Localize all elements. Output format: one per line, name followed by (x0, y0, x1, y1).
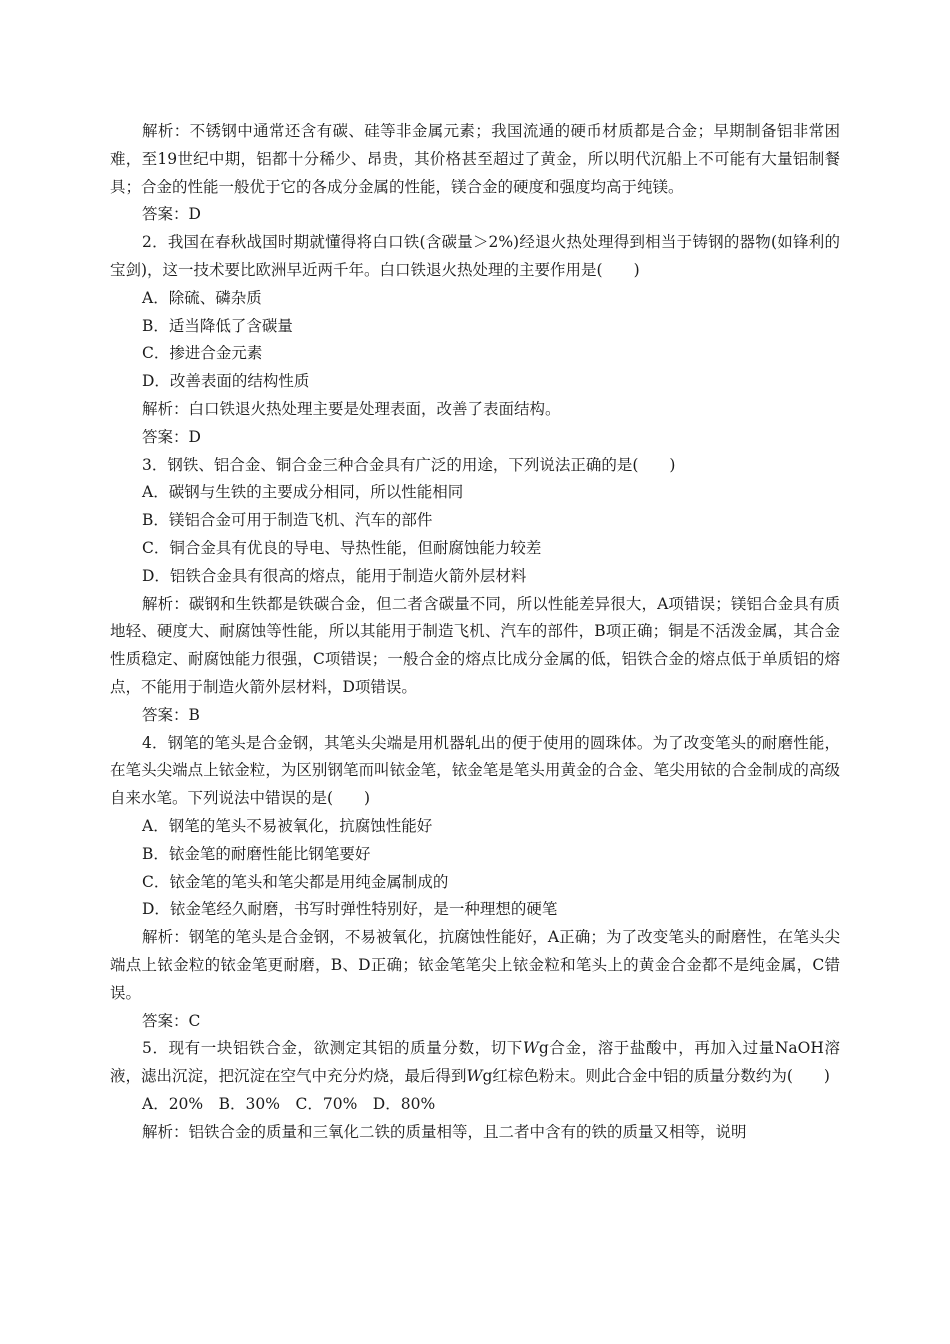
q3-option-c: C．铜合金具有优良的导电、导热性能，但耐腐蚀能力较差 (142, 538, 542, 557)
q1-analysis: 解析：不锈钢中通常还含有碳、硅等非金属元素；我国流通的硬币材质都是合金；早期制备铝非常困难，至19世纪中期，铝都十分稀少、昂贵，其价格甚至超过了黄金，所以明代沉船上不可能有大量铝制餐具；合金的性能一般优于它的各成分金属的性能，镁合金的硬度和强度均高于纯镁。 (110, 122, 840, 196)
q4-stem: 4．钢笔的笔头是合金钢，其笔头尖端是用机器轧出的便于使用的圆珠体。为了改变笔头的耐磨性能，在笔头尖端点上铱金粒，为区别钢笔而叫铱金笔，铱金笔是笔头用黄金的合金、笔尖用铱的合金制成的高级自来水笔。下列说法中错误的是( ) (110, 733, 840, 808)
q2-stem: 2．我国在春秋战国时期就懂得将白口铁(含碳量＞2%)经退火热处理得到相当于铸钢的器物(如锋利的宝剑)，这一技术要比欧洲早近两千年。白口铁退火热处理的主要作用是( ) (110, 233, 840, 279)
q4-option-d: D．铱金笔经久耐磨，书写时弹性特别好，是一种理想的硬笔 (142, 900, 558, 919)
q2-analysis: 解析：白口铁退火热处理主要是处理表面，改善了表面结构。 (142, 399, 561, 418)
q5-variable-w: W (522, 1039, 539, 1058)
q5-options: A．20% B．30% C．70% D．80% (142, 1094, 436, 1113)
q4-answer: 答案：C (142, 1011, 201, 1030)
q5-analysis: 解析：铝铁合金的质量和三氧化二铁的质量相等，且二者中含有的铁的质量又相等，说明 (142, 1122, 747, 1141)
q5-variable-w: W (466, 1067, 483, 1086)
q2-option-c: C．掺进合金元素 (142, 344, 263, 363)
q5-stem-part-b: g合金，溶于盐酸中，再加入过量NaOH溶液，滤出沉淀，把沉淀在空气中充分灼烧，最后得到 (110, 1039, 840, 1086)
q4-option-b: B．铱金笔的耐磨性能比钢笔要好 (142, 844, 371, 863)
q2-option-d: D．改善表面的结构性质 (142, 372, 310, 391)
document-body (110, 118, 840, 1146)
q4-option-c: C．铱金笔的笔头和笔尖都是用纯金属制成的 (142, 872, 449, 891)
q2-answer: 答案：D (142, 427, 201, 446)
q3-stem: 3．钢铁、铝合金、铜合金三种合金具有广泛的用途，下列说法正确的是( ) (142, 455, 676, 474)
q3-answer: 答案：B (142, 705, 200, 724)
q1-answer: 答案：D (142, 205, 201, 224)
q3-option-a: A．碳钢与生铁的主要成分相同，所以性能相同 (142, 483, 464, 502)
q2-option-b: B．适当降低了含碳量 (142, 316, 293, 335)
q4-option-a: A．钢笔的笔头不易被氧化，抗腐蚀性能好 (142, 816, 433, 835)
q5-stem (110, 1035, 840, 1091)
q2-option-a: A．除硫、磷杂质 (142, 288, 262, 307)
q5-stem-part-a: 5．现有一块铝铁合金，欲测定其铝的质量分数，切下 (142, 1039, 523, 1058)
q3-option-d: D．铝铁合金具有很高的熔点，能用于制造火箭外层材料 (142, 566, 527, 585)
q3-option-b: B．镁铝合金可用于制造飞机、汽车的部件 (142, 511, 433, 530)
q4-analysis: 解析：钢笔的笔头是合金钢，不易被氧化，抗腐蚀性能好，A正确；为了改变笔头的耐磨性，在笔头尖端点上铱金粒的铱金笔更耐磨，B、D正确；铱金笔笔尖上铱金粒和笔头上的黄金合金都不是纯金属，C错误。 (110, 928, 840, 1002)
q5-stem-part-c: g红棕色粉末。则此合金中铝的质量分数约为( ) (482, 1067, 830, 1086)
q3-analysis: 解析：碳钢和生铁都是铁碳合金，但二者含碳量不同，所以性能差异很大，A项错误；镁铝合金具有质地轻、硬度大、耐腐蚀等性能，所以其能用于制造飞机、汽车的部件，B项正确；铜是不活泼金属，其合金性质稳定、耐腐蚀能力很强，C项错误；一般合金的熔点比成分金属的低，铝铁合金的熔点低于单质铝的熔点，不能用于制造火箭外层材料，D项错误。 (110, 594, 840, 696)
